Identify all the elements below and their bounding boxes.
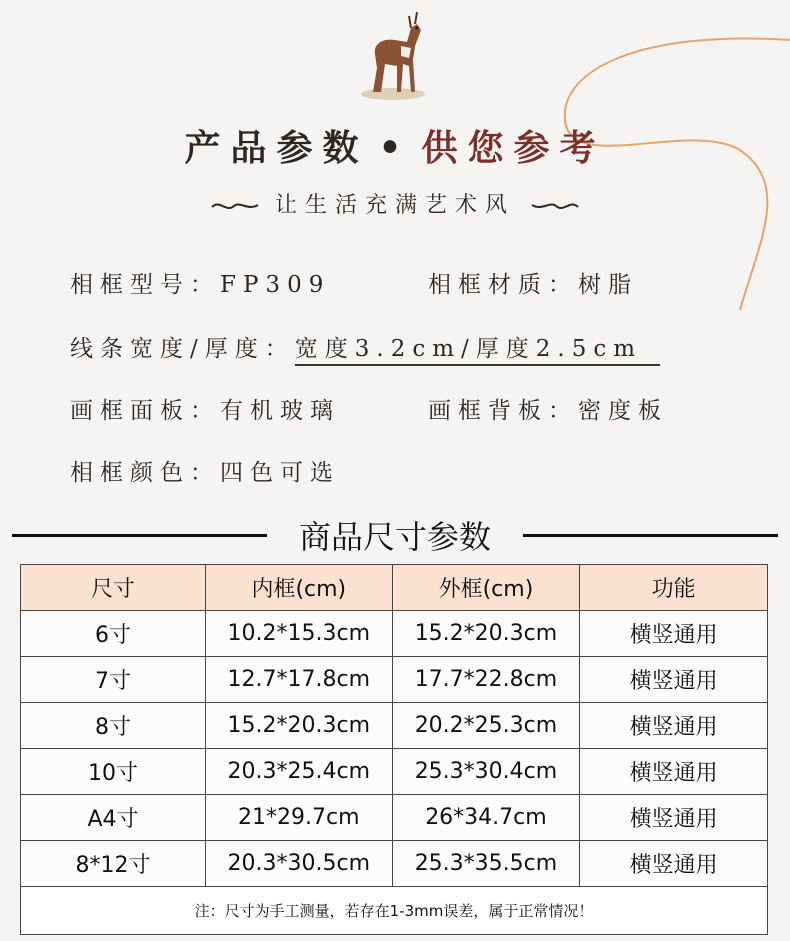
cell-outer: 25.3*35.5cm — [392, 841, 580, 887]
page-title — [0, 120, 790, 171]
size-table — [20, 564, 768, 935]
cell-inner: 20.3*25.4cm — [205, 749, 392, 795]
table-note-row — [21, 887, 768, 935]
size-section-title: 商品尺寸参数 — [298, 518, 491, 556]
cell-outer: 26*34.7cm — [392, 795, 580, 841]
divider-right — [523, 534, 778, 537]
flourish-icon — [530, 197, 580, 215]
frame-color-value: 四色可选 — [220, 460, 340, 486]
cell-inner: 15.2*20.3cm — [205, 703, 392, 749]
cell-outer: 20.2*25.3cm — [392, 703, 580, 749]
frame-back-value: 密度板 — [578, 398, 668, 424]
cell-outer: 15.2*20.3cm — [392, 611, 580, 657]
cell-function: 横竖通用 — [580, 657, 768, 703]
cell-size: A4寸 — [21, 795, 206, 841]
cell-inner: 20.3*30.5cm — [205, 841, 392, 887]
title-dot: • — [378, 127, 412, 169]
cell-outer: 25.3*30.4cm — [392, 749, 580, 795]
frame-panel-value: 有机玻璃 — [220, 398, 340, 424]
cell-function: 横竖通用 — [580, 841, 768, 887]
table-header-row — [21, 565, 768, 611]
header-outer: 外框(cm) — [392, 565, 580, 611]
table-row — [21, 841, 768, 887]
header-inner: 内框(cm) — [205, 565, 392, 611]
frame-back — [428, 392, 668, 425]
frame-material — [428, 266, 638, 299]
cell-outer: 17.7*22.8cm — [392, 657, 580, 703]
cell-size: 8*12寸 — [21, 841, 206, 887]
cell-size: 7寸 — [21, 657, 206, 703]
cell-inner: 21*29.7cm — [205, 795, 392, 841]
cell-function: 横竖通用 — [580, 611, 768, 657]
frame-model-value: FP309 — [220, 272, 331, 298]
frame-color — [70, 454, 340, 487]
frame-back-label: 画框背板： — [428, 398, 578, 424]
size-section-heading — [12, 510, 778, 558]
cell-function: 横竖通用 — [580, 749, 768, 795]
cell-function: 横竖通用 — [580, 703, 768, 749]
table-row — [21, 703, 768, 749]
cell-inner: 12.7*17.8cm — [205, 657, 392, 703]
table-row — [21, 657, 768, 703]
cell-size: 6寸 — [21, 611, 206, 657]
header-size: 尺寸 — [21, 565, 206, 611]
frame-model — [70, 266, 330, 299]
frame-material-value: 树脂 — [578, 272, 638, 298]
cell-function: 横竖通用 — [580, 795, 768, 841]
flourish-icon — [210, 197, 260, 215]
table-row — [21, 611, 768, 657]
line-spec-label: 线条宽度/厚度： — [70, 336, 295, 362]
frame-color-label: 相框颜色： — [70, 460, 220, 486]
cell-size: 10寸 — [21, 749, 206, 795]
frame-model-label: 相框型号： — [70, 272, 220, 298]
title-part2: 供您参考 — [421, 127, 606, 169]
frame-panel-label: 画框面板： — [70, 398, 220, 424]
subtitle-text: 让生活充满艺术风 — [274, 193, 515, 218]
line-spec — [70, 330, 660, 363]
header-function: 功能 — [580, 565, 768, 611]
measurement-note: 注：尺寸为手工测量，若存在1-3mm误差，属于正常情况！ — [21, 887, 768, 935]
subtitle — [0, 188, 790, 219]
table-row — [21, 749, 768, 795]
cell-inner: 10.2*15.3cm — [205, 611, 392, 657]
frame-panel — [70, 392, 340, 425]
cell-size: 8寸 — [21, 703, 206, 749]
line-spec-value: 宽度3.2cm/厚度2.5cm — [295, 336, 660, 366]
title-part1: 产品参数 — [184, 127, 369, 169]
frame-material-label: 相框材质： — [428, 272, 578, 298]
table-row — [21, 795, 768, 841]
deer-icon — [355, 6, 435, 102]
